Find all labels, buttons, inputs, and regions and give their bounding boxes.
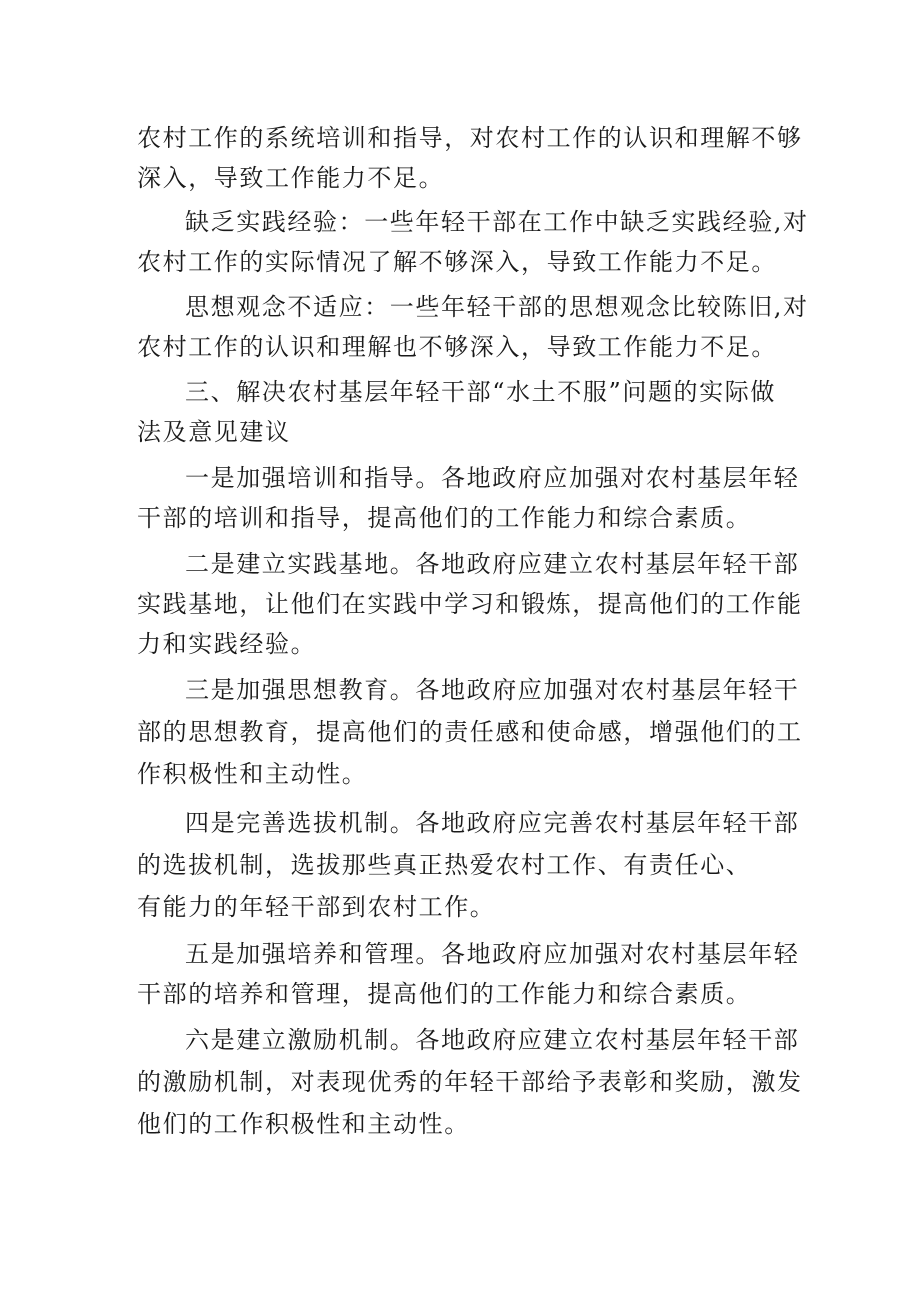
text-line: 农村工作的实际情况了解不够深入，导致工作能力不足。 (137, 248, 777, 276)
text-line: 有能力的年轻干部到农村工作。 (137, 893, 496, 921)
text-line: 他们的工作积极性和主动性。 (137, 1110, 470, 1138)
text-line: 作积极性和主动性。 (137, 760, 368, 788)
paragraph-start-line: 缺乏实践经验：一些年轻干部在工作中缺乏实践经验,对 (185, 208, 809, 236)
text-line: 干部的培训和指导，提高他们的工作能力和综合素质。 (137, 504, 752, 532)
text-line: 实践基地，让他们在实践中学习和锻炼，提高他们的工作能 (137, 590, 803, 618)
paragraph-start-line: 四是完善选拔机制。各地政府应完善农村基层年轻干部 (185, 809, 800, 837)
text-line: 深入，导致工作能力不足。 (137, 164, 445, 192)
paragraph-start-line: 二是建立实践基地。各地政府应建立农村基层年轻干部 (185, 550, 800, 578)
section-heading-line: 法及意见建议 (137, 418, 291, 446)
section-heading-line: 三、解决农村基层年轻干部“水土不服”问题的实际做 (185, 378, 776, 406)
text-line: 农村工作的系统培训和指导，对农村工作的认识和理解不够 (137, 124, 803, 152)
paragraph-start-line: 一是加强培训和指导。各地政府应加强对农村基层年轻 (185, 464, 800, 492)
paragraph-start-line: 思想观念不适应：一些年轻干部的思想观念比较陈旧,对 (185, 293, 809, 321)
text-line: 力和实践经验。 (137, 630, 317, 658)
text-line: 干部的培养和管理，提高他们的工作能力和综合素质。 (137, 980, 752, 1008)
paragraph-start-line: 六是建立激励机制。各地政府应建立农村基层年轻干部 (185, 1026, 800, 1054)
paragraph-start-line: 三是加强思想教育。各地政府应加强对农村基层年轻干 (185, 676, 800, 704)
text-line: 的激励机制，对表现优秀的年轻干部给予表彰和奖励，激发 (137, 1068, 803, 1096)
text-line: 农村工作的认识和理解也不够深入，导致工作能力不足。 (137, 333, 777, 361)
text-line: 部的思想教育，提高他们的责任感和使命感，增强他们的工 (137, 718, 803, 746)
paragraph-start-line: 五是加强培养和管理。各地政府应加强对农村基层年轻 (185, 940, 800, 968)
text-line: 的选拔机制，选拔那些真正热爱农村工作、有责任心、 (137, 851, 752, 879)
